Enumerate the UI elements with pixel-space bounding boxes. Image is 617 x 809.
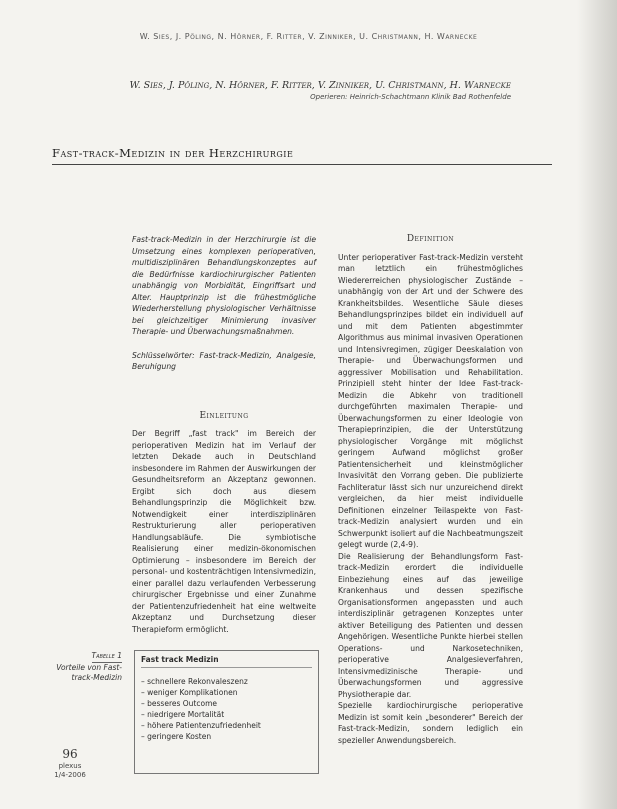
- article-authors: W. Sies, J. Pöling, N. Hörner, F. Ritter, V. Zinniker, U. Christmann, H. Warnecke: [129, 80, 511, 91]
- table-list: [141, 676, 312, 742]
- running-header: W. Sies, J. Pöling, N. Hörner, F. Ritter, V. Zinniker, U. Christmann, H. Warnecke: [139, 32, 478, 41]
- article-affiliation: Operieren: Heinrich-Schachtmann Klinik Bad Rothenfelde: [310, 93, 511, 101]
- left-column: [132, 234, 316, 635]
- page-edge-shadow: [577, 0, 617, 809]
- table-item: – höhere Patientenzufriedenheit: [141, 721, 261, 730]
- table-item: – niedrigere Mortalität: [141, 710, 225, 719]
- journal-issue: 1/4-2006: [54, 771, 86, 779]
- title-rule: [52, 164, 552, 165]
- keywords: Schlüsselwörter: Fast-track-Medizin, Analgesie, Beruhigung: [132, 350, 316, 371]
- definition-paragraph-2: Die Realisierung der Behandlungsform Fast-track-Medizin erordert die individuelle Einbeziehung eines auf das jeweilige Krankenhaus und dessen spezifische Organisationsformen angepassten und auch interdisziplinär getragenen Konzeptes unter aktiver Beteiligung des Patienten und dessen Angehörigen. Wesentliche Punkte hierbei stellen Operations- und Narkosetechniken, perioperative Analgesieverfahren, Intensivmedizinische Therapie- und Überwachungsformen und aggressive Physiotherapie dar.: [338, 551, 523, 699]
- einleitung-heading: Einleitung: [199, 410, 249, 421]
- table-caption-number: Tabelle 1: [92, 651, 122, 663]
- abstract-text: Fast-track-Medizin in der Herzchirurgie ist die Umsetzung eines komplexen perioperativen, multidisziplinären Behandlungskonzeptes auf die Bedürfnisse kardiochirurgischer Patienten unabhängig von Morbidität, Eingriffsart und Alter. Hauptprinzip ist die frühestmögliche Wiederherstellung physiologischer Verhältnisse bei gleichzeitiger Minimierung invasiver Therapie- und Überwachungsmaßnahmen.: [132, 235, 316, 336]
- article-title: Fast-track-Medizin in der Herzchirurgie: [52, 146, 294, 160]
- table-header: Fast track Medizin: [141, 655, 312, 668]
- table-item: – schnellere Rekonvaleszenz: [141, 677, 248, 686]
- definition-paragraph-1: Unter perioperativer Fast-track-Medizin versteht man letztlich ein frühestmögliches Wiedererreichen physiologischer Zustände – unabhängig von der Art und der Schwere des Krankheitsbildes. Wesentliche Säule dieses Behandlungsprinzipes bildet ein individuell auf und mit dem Patienten abgestimmter Algorithmus aus minimal invasiven Operationen und Intensivregimen, zügiger Deeskalation von Therapie- und Überwachungsformen und aggressiver Mobilisation und Rehabilitation. Prinzipiell steht hinter der Idee Fast-track-Medizin die Abkehr von traditionell durchgeführten maximalen Therapie- und Überwachungsformen zu einer Ideologie von Therapieprinzipien, die der Unterstützung physiologischer Vorgänge mit möglichst geringem Aufwand möglichst großer Patientensicherheit und kleinstmöglicher Invasivität den Vorrang geben. Die publizierte Fachliteratur lässt sich nur unzureichend direkt vergleichen, da hier meist individuelle Definitionen einzelner Teilaspekte von Fast-track-Medizin analysiert wurden und ein Schwerpunkt isoliert auf die Nachbeatmungszeit gelegt wurde (2,4-9).: [338, 252, 523, 549]
- definition-heading: Definition: [406, 234, 455, 244]
- table-caption: [50, 651, 122, 683]
- einleitung-text: Der Begriff „fast track" im Bereich der perioperativen Medizin hat im Verlauf der letzten Dekade auch in Deutschland insbesondere im Rahmen der Auswirkungen der Gesundheitsreform an Akzeptanz gewonnen. Ergibt sich doch aus diesem Behandlungsprinzip die Möglichkeit bzw. Notwendigkeit einer interdisziplinären Restrukturierung aller perioperativen Handlungsabläufe. Die symbiotische Realisierung einer medizin-ökonomischen Optimierung – insbesondere im Bereich der personal- und kostenträchtigen Intensivmedizin, einer parallel dazu verlaufenden Verbesserung chirurgischer Ergebnisse und einer Zunahme der Patientenzufriedenheit hat eine weltweite Akzeptanz und Durchsetzung dieser Therapieform ermöglicht.: [132, 429, 316, 634]
- table-caption-text: Vorteile von Fast-track-Medizin: [56, 663, 122, 682]
- table-item: – besseres Outcome: [141, 699, 217, 708]
- journal-info: [40, 762, 100, 780]
- table-fast-track: [134, 650, 319, 774]
- page-number: 96: [62, 747, 78, 761]
- definition-paragraph-3: Spezielle kardiochirurgische perioperative Medizin ist somit kein „besonderer" Bereich der Fast-track-Medizin, sondern lediglich ein spezieller Anwendungsbereich.: [338, 701, 523, 745]
- journal-name: plexus: [58, 762, 82, 770]
- table-item: – weniger Komplikationen: [141, 688, 238, 697]
- table-item: – geringere Kosten: [141, 732, 212, 741]
- right-column: [338, 234, 523, 746]
